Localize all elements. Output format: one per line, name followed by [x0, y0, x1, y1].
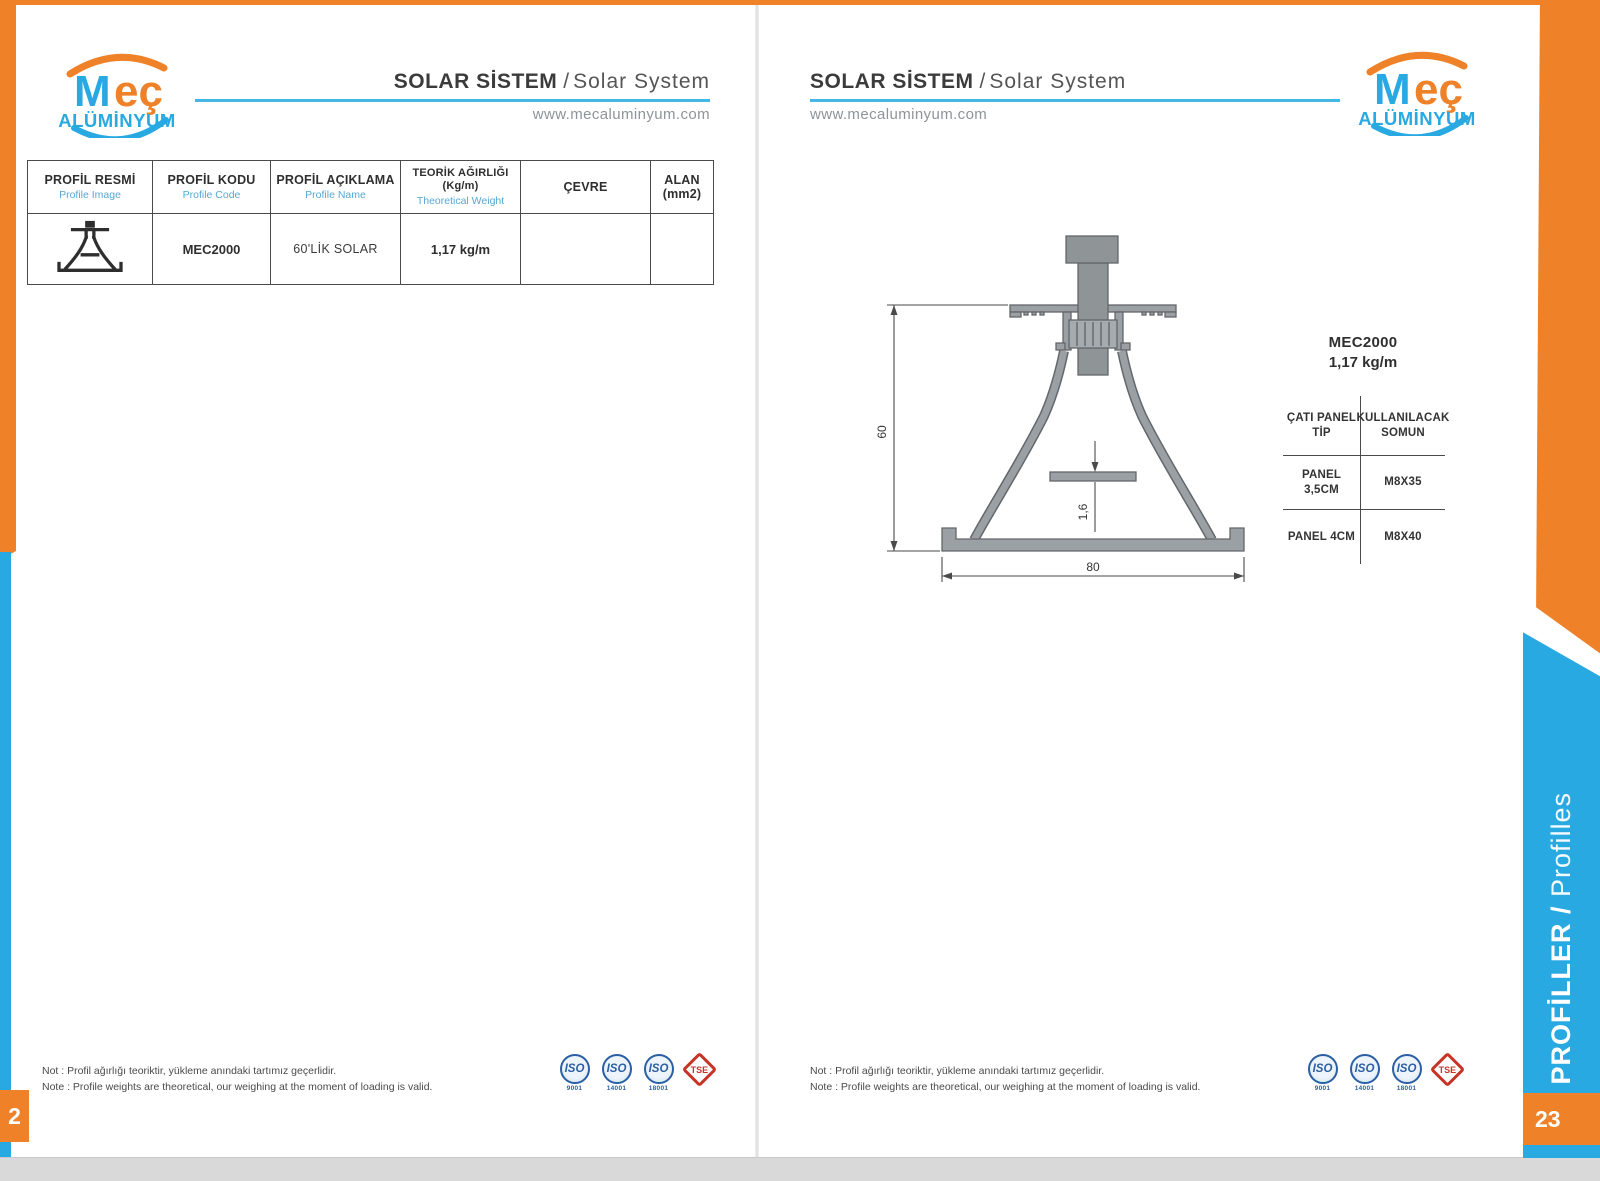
footer-note-english: Note : Profile weights are theoretical, our weighing at the moment of loading is valid. [810, 1080, 1201, 1093]
page-number-right [1523, 1093, 1600, 1145]
logo-subtitle: ALÜMİNYUM [1358, 108, 1476, 129]
top-orange-strip [0, 0, 1600, 5]
spec-header-nut: KULLANILACAK SOMUN [1361, 396, 1445, 456]
iso-badge-sub: 14001 [606, 1085, 627, 1092]
col-header-en: Profile Code [182, 189, 241, 202]
iso-badge [1348, 1054, 1381, 1092]
iso-badge [1306, 1054, 1339, 1092]
col-header-tr: PROFİL AÇIKLAMA [276, 172, 395, 187]
spec-row-panel: PANEL 4CM [1283, 510, 1361, 564]
section-tab-label-light: Profilles [1546, 792, 1576, 906]
iso-9001-icon: ISO [560, 1054, 590, 1084]
drawing-caption [1283, 334, 1443, 371]
spec-header-panel-type: ÇATI PANEL TİP [1283, 396, 1361, 456]
iso-badge-sub: 9001 [566, 1085, 583, 1092]
tse-diamond-icon [682, 1052, 717, 1087]
col-header-tr: ALAN (mm2) [662, 172, 702, 201]
title-turkish: SOLAR SİSTEM [810, 70, 974, 93]
cell-cevre [521, 214, 651, 284]
title-separator: / [563, 70, 570, 93]
footer-note-turkish: Not : Profil ağırlığı teoriktir, yükleme anındaki tartımız geçerlidir. [810, 1065, 1105, 1077]
col-header-profile-code [153, 161, 271, 214]
col-header-alan [651, 161, 713, 214]
section-tab-label [1546, 792, 1577, 1085]
iso-badge [558, 1054, 591, 1092]
col-header-tr: PROFİL KODU [167, 172, 256, 187]
dimension-thickness-value: 1,6 [1076, 503, 1090, 521]
iso-badge-sub: 14001 [1354, 1085, 1375, 1092]
footer-note-english: Note : Profile weights are theoretical, our weighing at the moment of loading is valid. [42, 1080, 433, 1093]
cell-alan [651, 214, 713, 284]
col-header-en: Profile Name [305, 189, 366, 202]
profile-code-value: MEC2000 [182, 241, 241, 257]
website-url: www.mecaluminyum.com [810, 106, 988, 123]
tse-label: TSE [690, 1064, 709, 1075]
header-divider-line [195, 99, 710, 102]
profile-thumbnail-icon [48, 218, 132, 280]
thumb-bolt [85, 221, 95, 228]
iso-14001-icon: ISO [602, 1054, 632, 1084]
iso-badge-sub: 9001 [1314, 1085, 1331, 1092]
logo-text-m: M [1374, 65, 1411, 114]
left-edge-orange-band [0, 0, 16, 560]
profile-weight-value: 1,17 kg/m [430, 241, 491, 257]
cell-profile-image [28, 214, 153, 284]
title-english: Solar System [573, 70, 710, 93]
col-header-en: Theoretical Weight [416, 194, 505, 207]
iso-18001-icon: ISO [644, 1054, 674, 1084]
logo-text-m: M [74, 67, 111, 116]
page-number-left-value: 2 [8, 1102, 21, 1129]
cell-profile-weight [401, 214, 521, 284]
drawing-profile-code: MEC2000 [1328, 334, 1398, 351]
col-header-cevre [521, 161, 651, 214]
title-separator: / [979, 70, 986, 93]
cell-profile-code [153, 214, 271, 284]
iso-14001-icon: ISO [1350, 1054, 1380, 1084]
profile-cross-section-drawing [860, 210, 1260, 610]
spec-row-nut: M8X40 [1384, 530, 1422, 543]
panel-nut-spec-table [1283, 396, 1450, 564]
left-edge-blue-band [0, 552, 11, 1158]
section-tab-label-bold: PROFİLLER / [1546, 906, 1576, 1085]
col-header-en: Profile Image [59, 189, 121, 202]
page-gutter [755, 5, 759, 1157]
iso-badge [600, 1054, 633, 1092]
thumb-left-leg [66, 237, 86, 268]
certification-logos [1306, 1054, 1476, 1092]
drawing-flange-lip-left [1010, 312, 1021, 317]
col-header-weight [401, 161, 521, 214]
spec-row-panel: PANEL 3,5CM [1283, 456, 1361, 510]
drawing-bolt-head [1066, 236, 1118, 263]
brand-logo [42, 48, 192, 138]
right-band-orange [1523, 0, 1600, 660]
drawing-bolt-shaft [1078, 263, 1108, 375]
thumb-right-leg [94, 237, 114, 268]
footer-note [42, 1064, 432, 1096]
profile-description-value: 60'LİK SOLAR [293, 242, 378, 256]
section-tab [1523, 640, 1600, 1085]
logo-text-ec: eç [1414, 65, 1463, 114]
drawing-wall-foot-left [1056, 343, 1065, 350]
iso-18001-icon: ISO [1392, 1054, 1422, 1084]
col-header-profile-name [271, 161, 401, 214]
iso-badge [642, 1054, 675, 1092]
iso-badge-sub: 18001 [1396, 1085, 1417, 1092]
page-title [810, 70, 1126, 94]
col-header-tr: TEORİK AĞIRLIĞI (Kg/m) [412, 167, 509, 192]
title-turkish: SOLAR SİSTEM [393, 70, 558, 93]
iso-9001-icon: ISO [1308, 1054, 1338, 1084]
footer-note-turkish: Not : Profil ağırlığı teoriktir, yükleme anındaki tartımız geçerlidir. [42, 1065, 337, 1077]
header-divider-line [810, 99, 1340, 102]
drawing-flange-lip-right [1165, 312, 1176, 317]
tse-label: TSE [1438, 1064, 1457, 1075]
profile-table [27, 160, 714, 285]
dimension-height-value: 60 [875, 425, 889, 439]
logo-text-ec: eç [114, 67, 163, 116]
certification-logos [558, 1054, 728, 1092]
iso-badge-sub: 18001 [648, 1085, 669, 1092]
page-number-right-value: 23 [1535, 1105, 1561, 1132]
right-edge-band [1523, 0, 1600, 1158]
footer-note [810, 1064, 1200, 1096]
drawing-wall-foot-right [1121, 343, 1130, 350]
logo-subtitle: ALÜMİNYUM [58, 110, 176, 131]
tse-diamond-icon [1430, 1052, 1465, 1087]
website-url: www.mecaluminyum.com [532, 106, 710, 123]
bottom-gray-strip [0, 1157, 1600, 1181]
drawing-profile-weight: 1,17 kg/m [1328, 354, 1398, 371]
title-english: Solar System [989, 70, 1127, 93]
cell-profile-description [271, 214, 401, 284]
drawing-crossbar [1050, 472, 1136, 481]
dimension-width-value: 80 [1086, 560, 1100, 574]
col-header-profile-image [28, 161, 153, 214]
page-title [394, 70, 710, 94]
drawing-base-plate [942, 528, 1244, 551]
brand-logo [1342, 46, 1492, 136]
dimension-thickness [1076, 441, 1099, 532]
spec-row-nut: M8X35 [1361, 456, 1445, 510]
dimension-width [942, 557, 1244, 582]
page-number-left [0, 1090, 29, 1142]
col-header-tr: ÇEVRE [563, 179, 608, 194]
col-header-tr: PROFİL RESMİ [44, 172, 136, 187]
iso-badge [1390, 1054, 1423, 1092]
